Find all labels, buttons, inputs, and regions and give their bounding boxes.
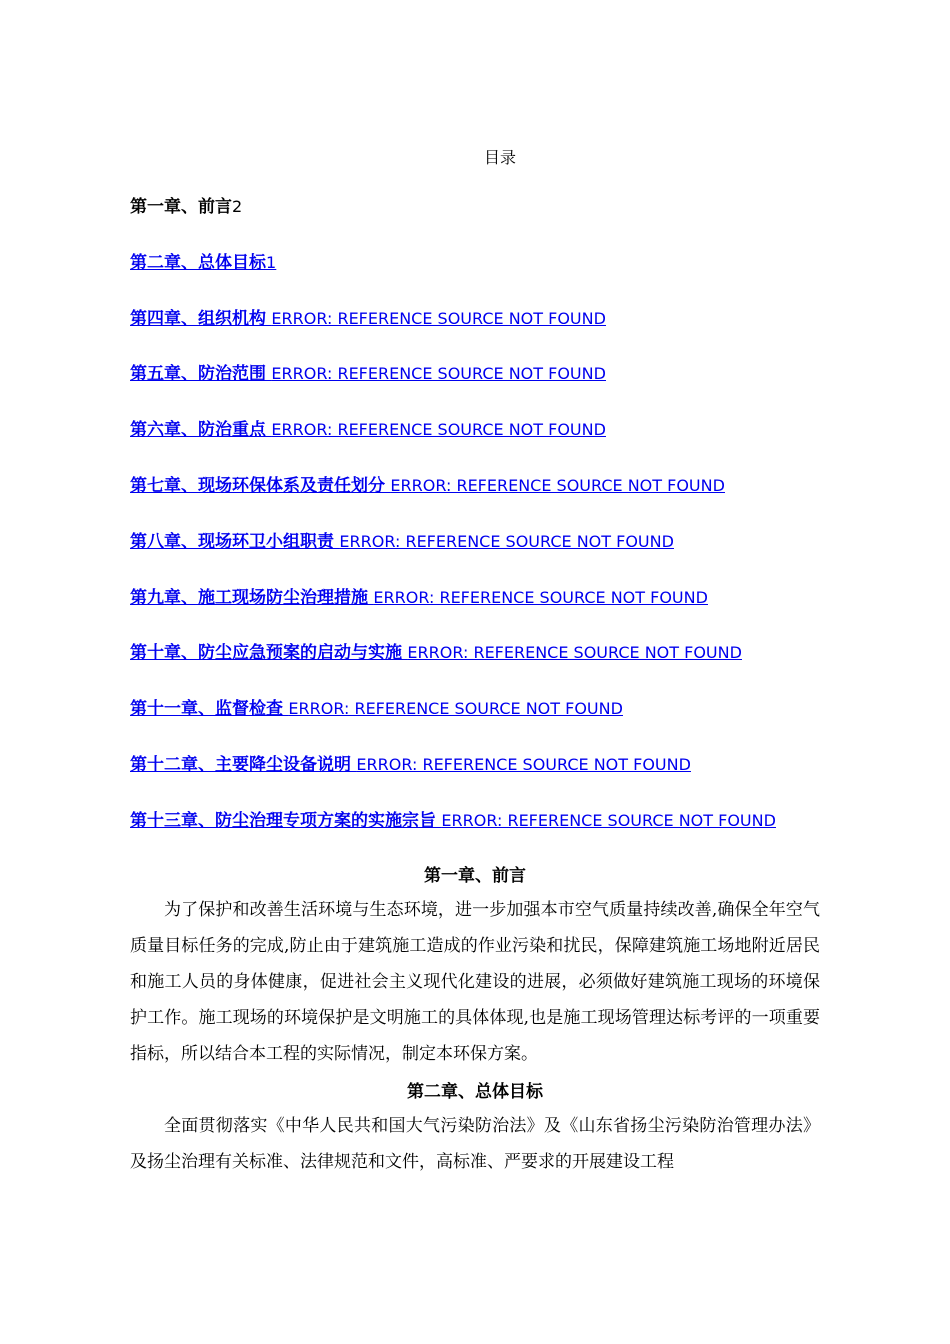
toc-entry-1 (130, 195, 830, 251)
toc-chapter: 第一章、前言 (130, 197, 232, 217)
toc-entry-12[interactable] (130, 753, 830, 809)
toc-entry-9[interactable] (130, 586, 830, 642)
toc-chapter[interactable]: 第四章、组织机构 (130, 308, 266, 329)
toc-page-ref[interactable]: ERROR: REFERENCE SOURCE NOT FOUND (271, 364, 606, 384)
toc-page-ref[interactable]: ERROR: REFERENCE SOURCE NOT FOUND (271, 420, 606, 440)
toc-page-ref[interactable]: ERROR: REFERENCE SOURCE NOT FOUND (288, 699, 623, 719)
toc-page-ref[interactable]: ERROR: REFERENCE SOURCE NOT FOUND (356, 754, 691, 774)
document-body (130, 862, 820, 1186)
toc-page-ref[interactable]: ERROR: REFERENCE SOURCE NOT FOUND (390, 475, 725, 495)
toc-entry-6[interactable] (130, 418, 830, 474)
toc-title: 目录 (483, 148, 516, 167)
toc-entry-4[interactable] (130, 307, 830, 363)
section-heading-goals: 第二章、总体目标 (407, 1082, 543, 1102)
toc-entry-2[interactable] (130, 251, 830, 307)
toc-page-ref[interactable]: 1 (266, 252, 277, 272)
toc-chapter[interactable]: 第五章、防治范围 (130, 364, 266, 385)
toc-chapter[interactable]: 第十章、防尘应急预案的启动与实施 (130, 643, 402, 664)
toc-chapter[interactable]: 第八章、现场环卫小组职责 (130, 531, 334, 552)
toc-page-ref[interactable]: ERROR: REFERENCE SOURCE NOT FOUND (407, 643, 742, 663)
paragraph-preface: 为了保护和改善生活环境与生态环境，进一步加强本市空气质量持续改善,确保全年空气质量目标任务的完成,防止由于建筑施工造成的作业污染和扰民，保障建筑施工场地附近居民和施工人员的身体健康，促进社会主义现代化建设的进展，必须做好建筑施工现场的环境保护工作。施工现场的环境保护是文明施工的具体体现,也是施工现场管理达标考评的一项重要指标，所以结合本工程的实际情况，制定本环保方案。 (130, 900, 820, 1064)
toc-chapter[interactable]: 第十三章、防尘治理专项方案的实施宗旨 (130, 810, 436, 831)
toc-chapter[interactable]: 第十一章、监督检查 (130, 699, 283, 720)
toc-page-ref[interactable]: ERROR: REFERENCE SOURCE NOT FOUND (441, 810, 776, 830)
toc-chapter[interactable]: 第九章、施工现场防尘治理措施 (130, 587, 368, 608)
paragraph-goals: 全面贯彻落实《中华人民共和国大气污染防治法》及《山东省扬尘污染防治管理办法》及扬尘治理有关标准、法律规范和文件，高标准、严要求的开展建设工程 (130, 1116, 820, 1172)
toc-page-ref: 2 (232, 197, 243, 216)
toc-page-ref[interactable]: ERROR: REFERENCE SOURCE NOT FOUND (373, 587, 708, 607)
toc-chapter[interactable]: 第十二章、主要降尘设备说明 (130, 754, 351, 775)
table-of-contents (130, 195, 830, 865)
toc-entry-11[interactable] (130, 697, 830, 753)
toc-page-ref[interactable]: ERROR: REFERENCE SOURCE NOT FOUND (339, 531, 674, 551)
toc-entry-7[interactable] (130, 474, 830, 530)
toc-entry-10[interactable] (130, 641, 830, 697)
toc-chapter[interactable]: 第六章、防治重点 (130, 420, 266, 441)
toc-chapter[interactable]: 第二章、总体目标 (130, 252, 266, 273)
toc-entry-13[interactable] (130, 809, 830, 865)
section-heading-preface: 第一章、前言 (424, 866, 526, 886)
toc-page-ref[interactable]: ERROR: REFERENCE SOURCE NOT FOUND (271, 308, 606, 328)
toc-entry-5[interactable] (130, 362, 830, 418)
toc-entry-8[interactable] (130, 530, 830, 586)
toc-chapter[interactable]: 第七章、现场环保体系及责任划分 (130, 475, 385, 496)
